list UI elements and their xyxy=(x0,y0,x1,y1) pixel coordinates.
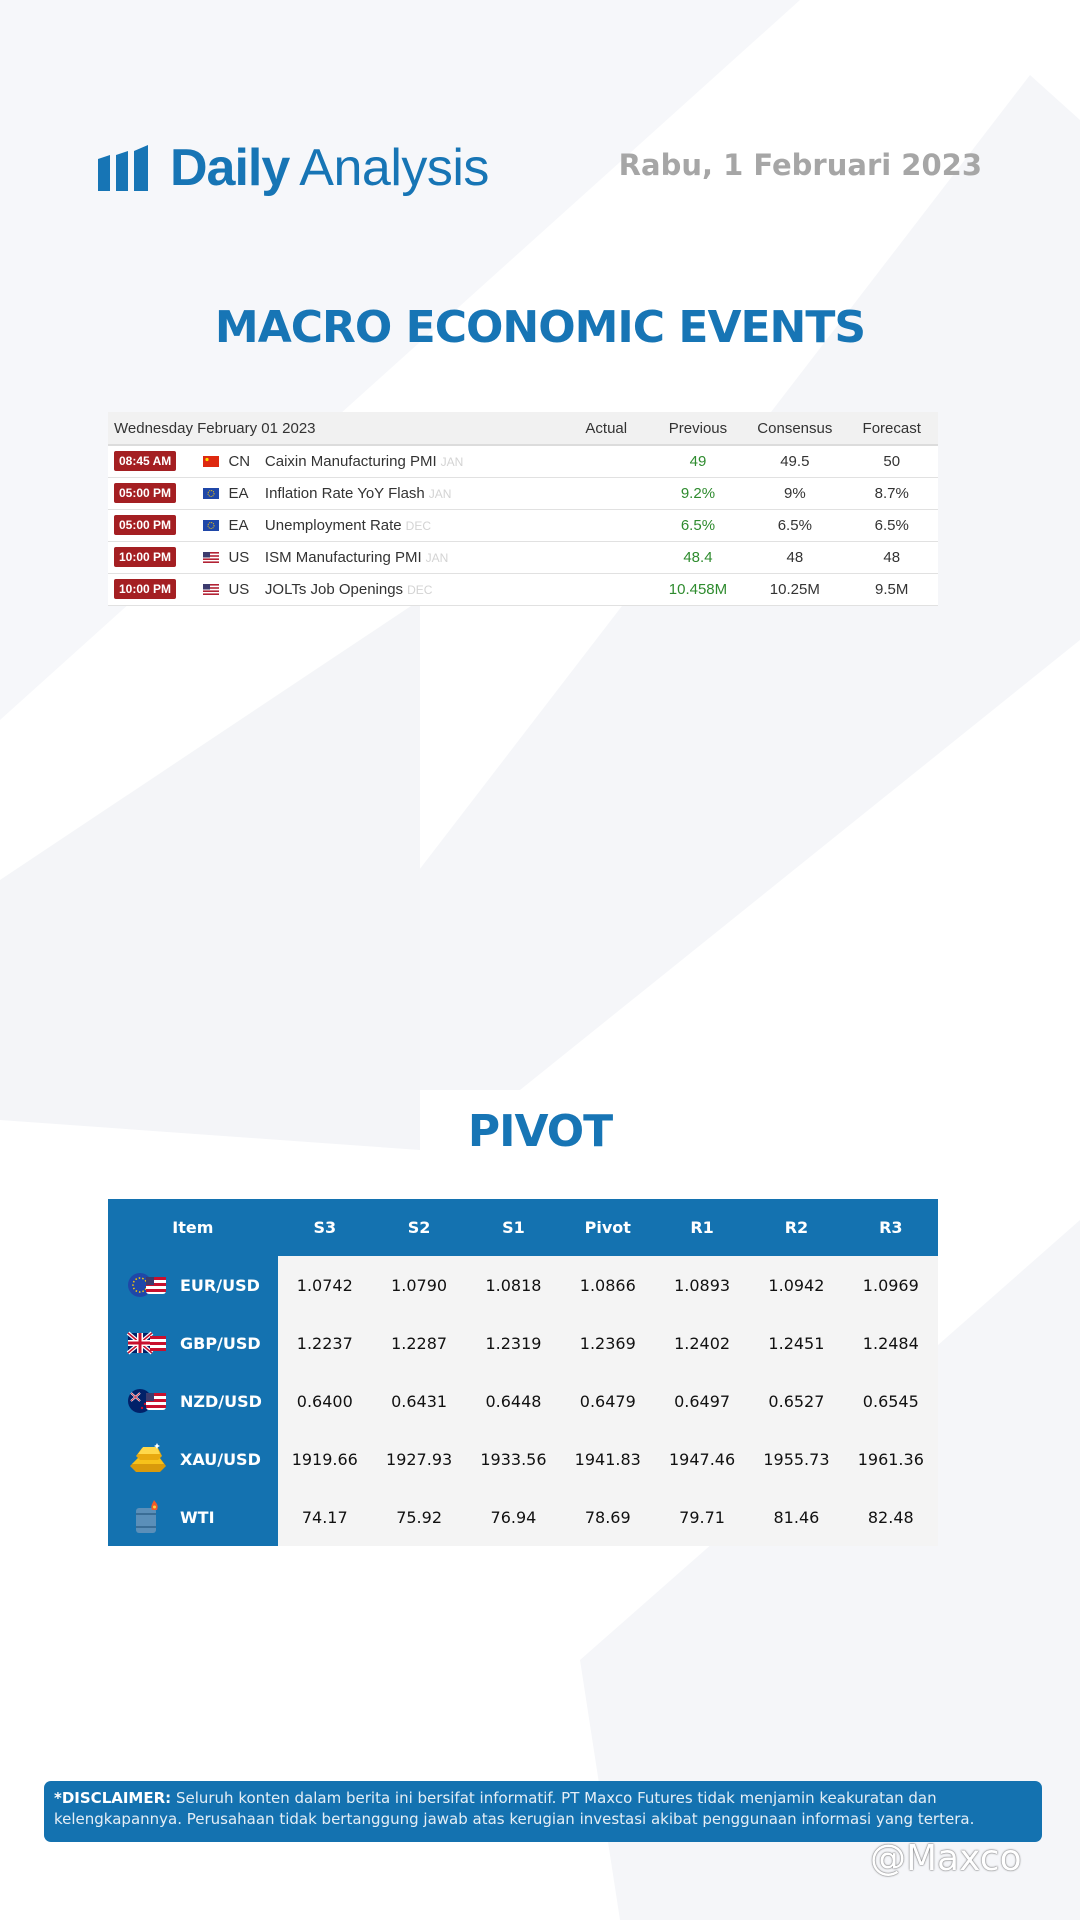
event-country: EA xyxy=(224,509,264,541)
pivot-pivot-value: 1941.83 xyxy=(561,1430,655,1488)
event-consensus: 6.5% xyxy=(744,509,845,541)
pivot-s2-value: 0.6431 xyxy=(372,1372,466,1430)
eur-usd-flag-icon xyxy=(126,1268,168,1302)
pivot-r3-value: 82.48 xyxy=(844,1488,938,1546)
pivot-r1-value: 1947.46 xyxy=(655,1430,749,1488)
pivot-item-label: NZD/USD xyxy=(180,1391,262,1411)
event-actual xyxy=(561,541,652,573)
disclaimer-text: Seluruh konten dalam berita ini bersifat informatif. PT Maxco Futures tidak menjamin keakuratan dan kelengkapannya. Perusahaan tidak bertanggung jawab atas kerugian investasi akibat penggunaan informasi yang tertera. xyxy=(54,1789,975,1828)
calendar-row xyxy=(108,509,938,541)
event-time-badge: 05:00 PM xyxy=(114,483,176,503)
event-previous: 49 xyxy=(652,445,744,477)
event-actual xyxy=(561,509,652,541)
event-previous: 6.5% xyxy=(652,509,744,541)
calendar-row xyxy=(108,477,938,509)
event-reference-period: JAN xyxy=(425,550,449,565)
pivot-item-label: EUR/USD xyxy=(180,1275,260,1295)
disclaimer-box xyxy=(44,1781,1042,1842)
event-time-badge: 05:00 PM xyxy=(114,515,176,535)
event-country: US xyxy=(224,573,264,605)
event-forecast: 48 xyxy=(845,541,938,573)
bar-chart-logo-icon xyxy=(98,145,148,191)
actual-column-header: Actual xyxy=(561,412,652,445)
watermark: @Maxco xyxy=(870,1838,1022,1879)
pivot-r3-value: 0.6545 xyxy=(844,1372,938,1430)
pivot-s3-value: 0.6400 xyxy=(278,1372,372,1430)
event-name[interactable]: ISM Manufacturing PMI xyxy=(264,548,422,566)
pivot-s2-value: 1.0790 xyxy=(372,1256,466,1314)
event-reference-period: JAN xyxy=(428,486,452,501)
calendar-header-row xyxy=(108,412,938,445)
pivot-pivot-value: 78.69 xyxy=(561,1488,655,1546)
pivot-r2-value: 1.0942 xyxy=(749,1256,843,1314)
brand-name-strong: Daily xyxy=(170,139,290,197)
economic-calendar-table xyxy=(108,412,938,606)
disclaimer-label: *DISCLAIMER: xyxy=(54,1789,172,1807)
event-consensus: 9% xyxy=(744,477,845,509)
pivot-r2-value: 81.46 xyxy=(749,1488,843,1546)
event-forecast: 6.5% xyxy=(845,509,938,541)
event-previous: 48.4 xyxy=(652,541,744,573)
event-name[interactable]: Unemployment Rate xyxy=(264,516,402,534)
pivot-item-label: WTI xyxy=(180,1507,215,1527)
pivot-s2-value: 1.2287 xyxy=(372,1314,466,1372)
pivot-s3-value: 1.0742 xyxy=(278,1256,372,1314)
pivot-r2-value: 1955.73 xyxy=(749,1430,843,1488)
pivot-s1-value: 76.94 xyxy=(466,1488,560,1546)
event-country: EA xyxy=(224,477,264,509)
forecast-column-header: Forecast xyxy=(845,412,938,445)
pivot-row xyxy=(108,1488,938,1546)
event-country: US xyxy=(224,541,264,573)
calendar-row xyxy=(108,541,938,573)
event-forecast: 9.5M xyxy=(845,573,938,605)
pivot-s1-value: 0.6448 xyxy=(466,1372,560,1430)
report-date: Rabu, 1 Februari 2023 xyxy=(618,148,982,182)
china-flag-icon xyxy=(203,456,219,467)
calendar-date-header: Wednesday February 01 2023 xyxy=(108,412,561,445)
pivot-s2-value: 1927.93 xyxy=(372,1430,466,1488)
pivot-item-label: GBP/USD xyxy=(180,1333,261,1353)
s3-column-header: S3 xyxy=(278,1199,372,1256)
pivot-s3-value: 1919.66 xyxy=(278,1430,372,1488)
pivot-r3-value: 1.0969 xyxy=(844,1256,938,1314)
gbp-usd-flag-icon xyxy=(126,1326,168,1360)
event-consensus: 10.25M xyxy=(744,573,845,605)
us-flag-icon xyxy=(203,584,219,595)
event-time-badge: 10:00 PM xyxy=(114,579,176,599)
calendar-row xyxy=(108,573,938,605)
brand-logo xyxy=(98,138,489,198)
pivot-r1-value: 1.0893 xyxy=(655,1256,749,1314)
pivot-pivot-value: 1.0866 xyxy=(561,1256,655,1314)
gold-bars-icon xyxy=(126,1442,168,1476)
pivot-row xyxy=(108,1256,938,1314)
event-reference-period: DEC xyxy=(405,518,431,533)
r2-column-header: R2 xyxy=(749,1199,843,1256)
pivot-s1-value: 1933.56 xyxy=(466,1430,560,1488)
pivot-s3-value: 74.17 xyxy=(278,1488,372,1546)
event-actual xyxy=(561,573,652,605)
pivot-r2-value: 1.2451 xyxy=(749,1314,843,1372)
event-country: CN xyxy=(224,445,264,477)
r3-column-header: R3 xyxy=(844,1199,938,1256)
item-column-header: Item xyxy=(108,1199,278,1256)
pivot-s1-value: 1.0818 xyxy=(466,1256,560,1314)
event-consensus: 48 xyxy=(744,541,845,573)
pivot-r1-value: 79.71 xyxy=(655,1488,749,1546)
event-previous: 9.2% xyxy=(652,477,744,509)
pivot-r3-value: 1961.36 xyxy=(844,1430,938,1488)
event-reference-period: JAN xyxy=(440,454,464,469)
oil-barrel-icon xyxy=(126,1500,168,1534)
pivot-column-header: Pivot xyxy=(561,1199,655,1256)
previous-column-header: Previous xyxy=(652,412,744,445)
pivot-r3-value: 1.2484 xyxy=(844,1314,938,1372)
event-name[interactable]: Caixin Manufacturing PMI xyxy=(264,452,437,470)
pivot-header-row xyxy=(108,1199,938,1256)
pivot-s3-value: 1.2237 xyxy=(278,1314,372,1372)
s1-column-header: S1 xyxy=(466,1199,560,1256)
event-previous: 10.458M xyxy=(652,573,744,605)
event-forecast: 50 xyxy=(845,445,938,477)
us-flag-icon xyxy=(203,552,219,563)
pivot-row xyxy=(108,1430,938,1488)
calendar-row xyxy=(108,445,938,477)
r1-column-header: R1 xyxy=(655,1199,749,1256)
pivot-r1-value: 1.2402 xyxy=(655,1314,749,1372)
nzd-usd-flag-icon xyxy=(126,1384,168,1418)
pivot-row xyxy=(108,1372,938,1430)
pivot-row xyxy=(108,1314,938,1372)
pivot-s1-value: 1.2319 xyxy=(466,1314,560,1372)
macro-section-title: MACRO ECONOMIC EVENTS xyxy=(214,302,866,353)
event-reference-period: DEC xyxy=(407,582,433,597)
event-actual xyxy=(561,445,652,477)
pivot-pivot-value: 1.2369 xyxy=(561,1314,655,1372)
pivot-item-label: XAU/USD xyxy=(180,1449,261,1469)
pivot-r2-value: 0.6527 xyxy=(749,1372,843,1430)
pivot-pivot-value: 0.6479 xyxy=(561,1372,655,1430)
event-consensus: 49.5 xyxy=(744,445,845,477)
consensus-column-header: Consensus xyxy=(744,412,845,445)
brand-name-light: Analysis xyxy=(299,139,489,197)
s2-column-header: S2 xyxy=(372,1199,466,1256)
event-time-badge: 10:00 PM xyxy=(114,547,176,567)
pivot-r1-value: 0.6497 xyxy=(655,1372,749,1430)
event-actual xyxy=(561,477,652,509)
pivot-s2-value: 75.92 xyxy=(372,1488,466,1546)
eu-flag-icon xyxy=(203,488,219,499)
event-name[interactable]: JOLTs Job Openings xyxy=(264,580,404,598)
eu-flag-icon xyxy=(203,520,219,531)
event-time-badge: 08:45 AM xyxy=(114,451,176,471)
event-forecast: 8.7% xyxy=(845,477,938,509)
pivot-table xyxy=(108,1199,938,1546)
pivot-section-title: PIVOT xyxy=(467,1106,613,1157)
event-name[interactable]: Inflation Rate YoY Flash xyxy=(264,484,425,502)
